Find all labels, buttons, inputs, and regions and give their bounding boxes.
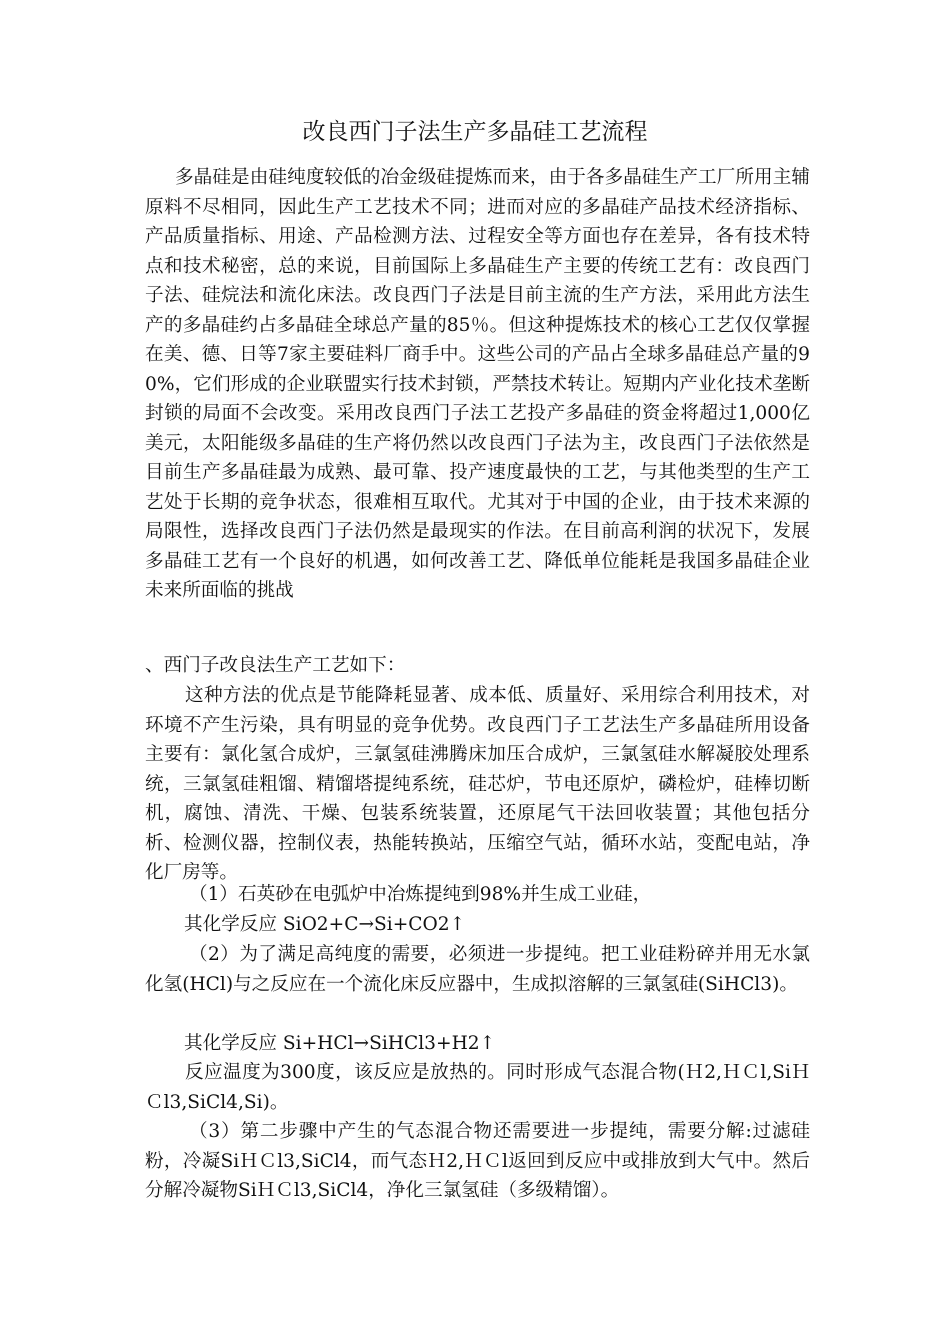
step-2-text: （2）为了满足高纯度的需要，必须进一步提纯。把工业硅粉碎并用无水氯化氢(HCl)与之反应在一个流化床反应器中，生成拟溶解的三氯氢硅(SiHCl3)。 bbox=[145, 944, 810, 995]
temperature-note: 反应温度为300度，该反应是放热的。同时形成气态混合物(Ｈ2,ＨＣl,SiＨＣl3,SiCl4,Si)。 bbox=[145, 1062, 810, 1113]
reaction-1-equation: 其化学反应 SiO2+C→Si+CO2↑ bbox=[184, 914, 466, 935]
document-title: 改良西门子法生产多晶硅工艺流程 bbox=[302, 119, 648, 145]
step-1-text: （1）石英砂在电弧炉中冶炼提纯到98%并生成工业硅， bbox=[189, 884, 652, 905]
reaction-2-equation: 其化学反应 Si+HCl→SiHCl3+H2↑ bbox=[184, 1033, 496, 1054]
step-3-text: （3）第二步骤中产生的气态混合物还需要进一步提纯，需要分解:过滤硅粉，冷凝SiＨＣl3,SiCl4，而气态Ｈ2,ＨＣl返回到反应中或排放到大气中。然后分解冷凝物SiＨＣl3,SiCl4，净化三氯氢硅（多级精馏）。 bbox=[145, 1121, 810, 1201]
section-heading: 、西门子改良法生产工艺如下： bbox=[145, 655, 406, 676]
method-paragraph: 这种方法的优点是节能降耗显著、成本低、质量好、采用综合利用技术，对环境不产生污染，具有明显的竞争优势。改良西门子工艺法生产多晶硅所用设备主要有：氯化氢合成炉，三氯氢硅沸腾床加压合成炉，三氯氢硅水解凝胶处理系统，三氯氢硅粗馏、精馏塔提纯系统，硅芯炉，节电还原炉，磷检炉，硅棒切断机，腐蚀、清洗、干燥、包装系统装置，还原尾气干法回收装置；其他包括分析、检测仪器，控制仪表，热能转换站，压缩空气站，循环水站，变配电站，净化厂房等。 bbox=[145, 685, 810, 883]
intro-paragraph: 多晶硅是由硅纯度较低的冶金级硅提炼而来，由于各多晶硅生产工厂所用主辅原料不尽相同，因此生产工艺技术不同；进而对应的多晶硅产品技术经济指标、产品质量指标、用途、产品检测方法、过程安全等方面也存在差异，各有技术特点和技术秘密，总的来说，目前国际上多晶硅生产主要的传统工艺有：改良西门子法、硅烷法和流化床法。改良西门子法是目前主流的生产方法，采用此方法生产的多晶硅约占多晶硅全球总产量的85％。但这种提炼技术的核心工艺仅仅掌握在美、德、日等7家主要硅料厂商手中。这些公司的产品占全球多晶硅总产量的90%，它们形成的企业联盟实行技术封锁，严禁技术转让。短期内产业化技术垄断封锁的局面不会改变。采用改良西门子法工艺投产多晶硅的资金将超过1,000亿美元，太阳能级多晶硅的生产将仍然以改良西门子法为主，改良西门子法依然是目前生产多晶硅最为成熟、最可靠、投产速度最快的工艺，与其他类型的生产工艺处于长期的竞争状态，很难相互取代。尤其对于中国的企业，由于技术来源的局限性，选择改良西门子法仍然是最现实的作法。在目前高利润的状况下，发展多晶硅工艺有一个良好的机遇，如何改善工艺、降低单位能耗是我国多晶硅企业未来所面临的挑战 bbox=[145, 167, 810, 601]
